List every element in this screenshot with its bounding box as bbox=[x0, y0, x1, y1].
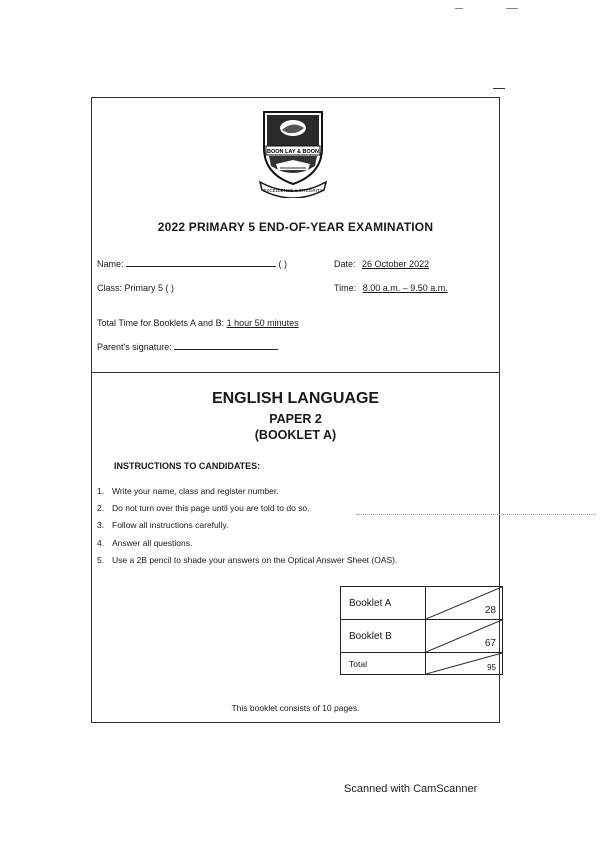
instruction-text: Follow all instructions carefully. bbox=[112, 520, 229, 530]
score-max: 67 bbox=[484, 638, 496, 649]
paper-number: PAPER 2 bbox=[269, 412, 322, 426]
camscanner-watermark: Scanned with CamScanner bbox=[344, 783, 478, 795]
total-time-value: 1 hour 50 minutes bbox=[226, 318, 299, 328]
instruction-text: Use a 2B pencil to shade your answers on the Optical Answer Sheet (OAS). bbox=[112, 555, 398, 565]
section-divider bbox=[91, 372, 500, 373]
time-value: 8.00 a.m. – 9.50 a.m. bbox=[362, 283, 448, 293]
parent-signature-field bbox=[97, 342, 278, 352]
school-crest bbox=[258, 108, 328, 198]
score-cell bbox=[426, 653, 503, 675]
date-field bbox=[334, 259, 429, 269]
pages-note: This booklet consists of 10 pages. bbox=[231, 703, 360, 713]
crest-banner-text: BOON LAY & BOON bbox=[267, 149, 319, 155]
name-field bbox=[97, 259, 287, 269]
date-label: Date: bbox=[334, 259, 356, 269]
instruction-number: 2. bbox=[97, 503, 105, 513]
score-row-total bbox=[341, 653, 503, 675]
instruction-item bbox=[97, 503, 310, 513]
name-blank bbox=[126, 266, 276, 267]
instruction-item bbox=[97, 520, 229, 530]
total-time-field bbox=[97, 318, 299, 328]
class-field: Class: Primary 5 ( ) bbox=[97, 283, 175, 293]
scan-speck bbox=[455, 8, 463, 9]
score-max: 95 bbox=[487, 663, 496, 672]
score-row-booklet-a bbox=[341, 587, 503, 620]
score-row-label: Total bbox=[341, 653, 426, 675]
scan-speck bbox=[493, 88, 505, 89]
parent-signature-label: Parent's signature: bbox=[97, 342, 172, 352]
register-number-bracket: ( ) bbox=[278, 259, 288, 269]
time-field bbox=[334, 283, 448, 293]
time-label: Time: bbox=[334, 283, 357, 293]
score-table bbox=[340, 586, 503, 675]
instruction-text: Do not turn over this page until you are told to do so. bbox=[112, 503, 310, 513]
parent-signature-blank bbox=[174, 349, 278, 350]
total-time-label: Total Time for Booklets A and B: bbox=[97, 318, 225, 328]
crest-motto-text: EXCELLENCE & INTEGRITY bbox=[263, 188, 323, 193]
date-value: 26 October 2022 bbox=[362, 259, 430, 269]
exam-title: 2022 PRIMARY 5 END-OF-YEAR EXAMINATION bbox=[157, 220, 434, 234]
instruction-text: Write your name, class and register number. bbox=[112, 486, 279, 496]
score-row-label: Booklet B bbox=[341, 620, 426, 653]
score-cell bbox=[426, 587, 503, 620]
score-cell bbox=[426, 620, 503, 653]
name-label: Name: bbox=[97, 259, 124, 269]
instruction-text: Answer all questions. bbox=[112, 538, 193, 548]
instruction-item bbox=[97, 555, 397, 565]
booklet-name: (BOOKLET A) bbox=[254, 428, 337, 442]
instruction-item bbox=[97, 538, 192, 548]
instructions-heading: INSTRUCTIONS TO CANDIDATES: bbox=[114, 461, 261, 471]
instruction-item bbox=[97, 486, 279, 496]
instruction-number: 5. bbox=[97, 555, 105, 565]
instruction-number: 4. bbox=[97, 538, 105, 548]
score-row-booklet-b bbox=[341, 620, 503, 653]
scan-speck bbox=[506, 8, 518, 9]
score-max: 28 bbox=[484, 605, 496, 616]
instruction-number: 3. bbox=[97, 520, 105, 530]
instruction-number: 1. bbox=[97, 486, 105, 496]
subject-title: ENGLISH LANGUAGE bbox=[211, 390, 380, 407]
scan-noise bbox=[356, 514, 596, 515]
score-row-label: Booklet A bbox=[341, 587, 426, 620]
